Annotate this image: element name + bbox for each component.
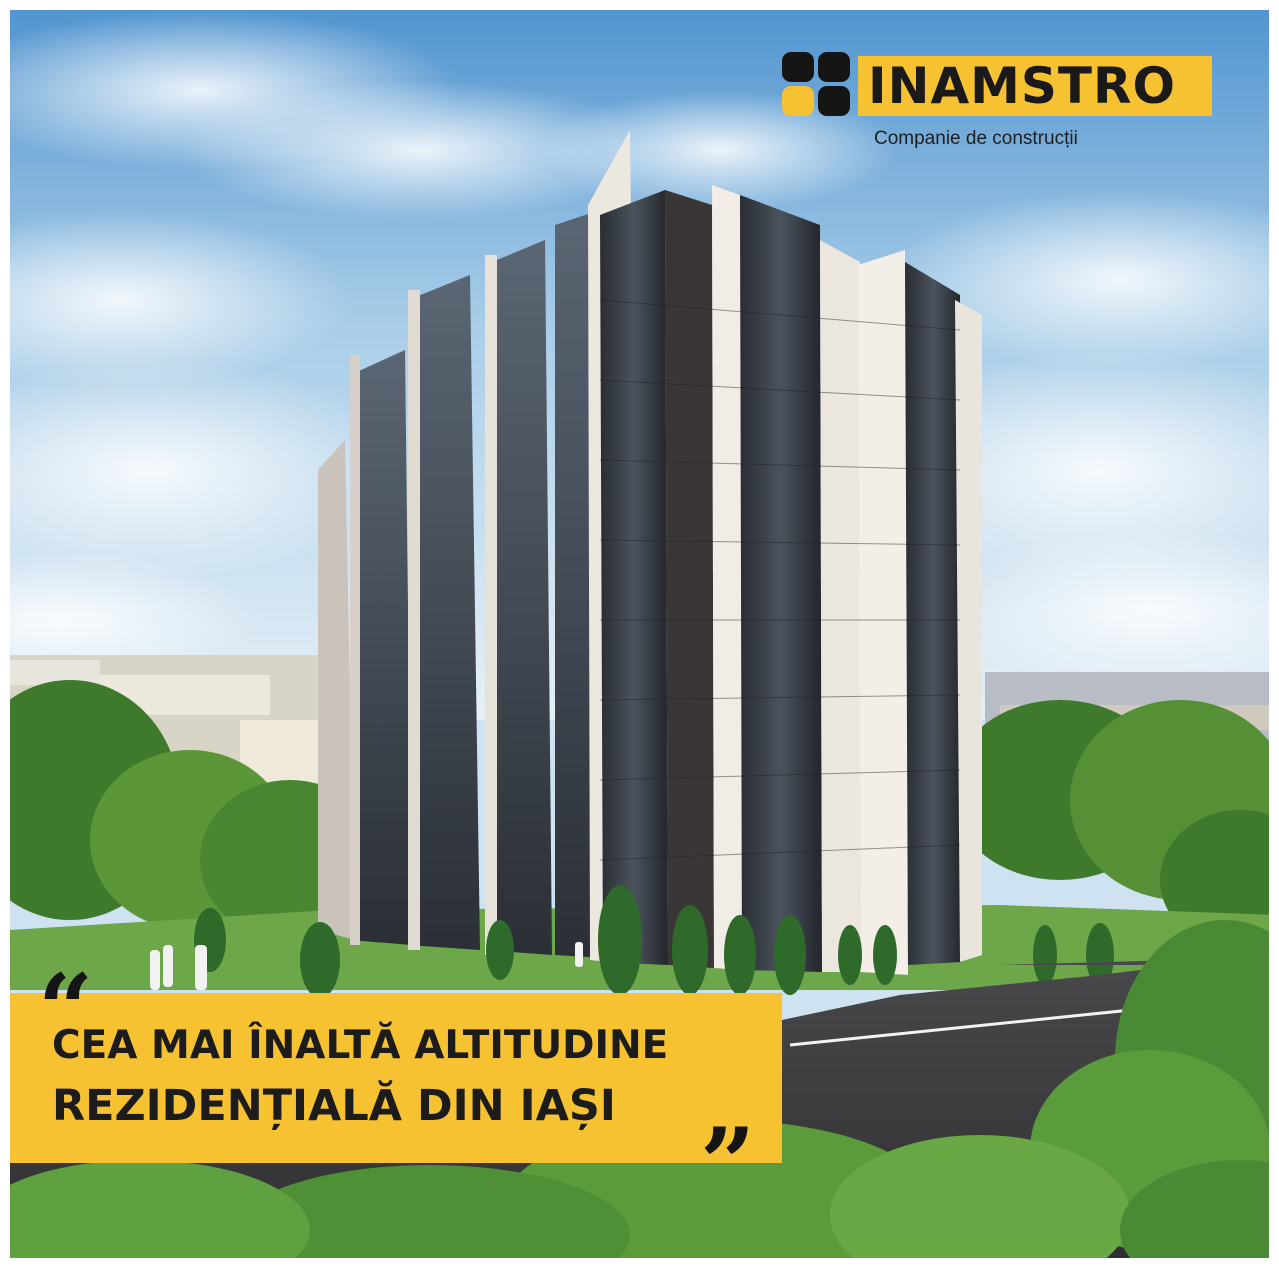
tower-glass-2 bbox=[740, 195, 822, 972]
headline-line-1: CEA MAI ÎNALTĂ ALTITUDINE bbox=[52, 1023, 669, 1068]
headline-line-2: REZIDENȚIALĂ DIN IAȘI bbox=[52, 1081, 616, 1131]
tower-pier-2 bbox=[712, 185, 742, 970]
tower-glass-1 bbox=[600, 190, 668, 965]
close-quote-mark: ” bbox=[700, 1107, 756, 1220]
brand-logo[interactable] bbox=[782, 52, 1232, 162]
open-quote-mark: “ bbox=[38, 953, 94, 1066]
tower-glass-side bbox=[905, 262, 962, 965]
four-rounded-squares-logo-icon bbox=[782, 52, 852, 118]
tower-pier-3 bbox=[820, 240, 861, 972]
headline bbox=[52, 1016, 668, 1136]
tower-corner-pier bbox=[858, 250, 908, 975]
tower-dark-strip bbox=[665, 190, 714, 968]
brand-name: INAMSTRO bbox=[868, 57, 1177, 115]
brand-tagline: Companie de construcții bbox=[874, 128, 1078, 149]
